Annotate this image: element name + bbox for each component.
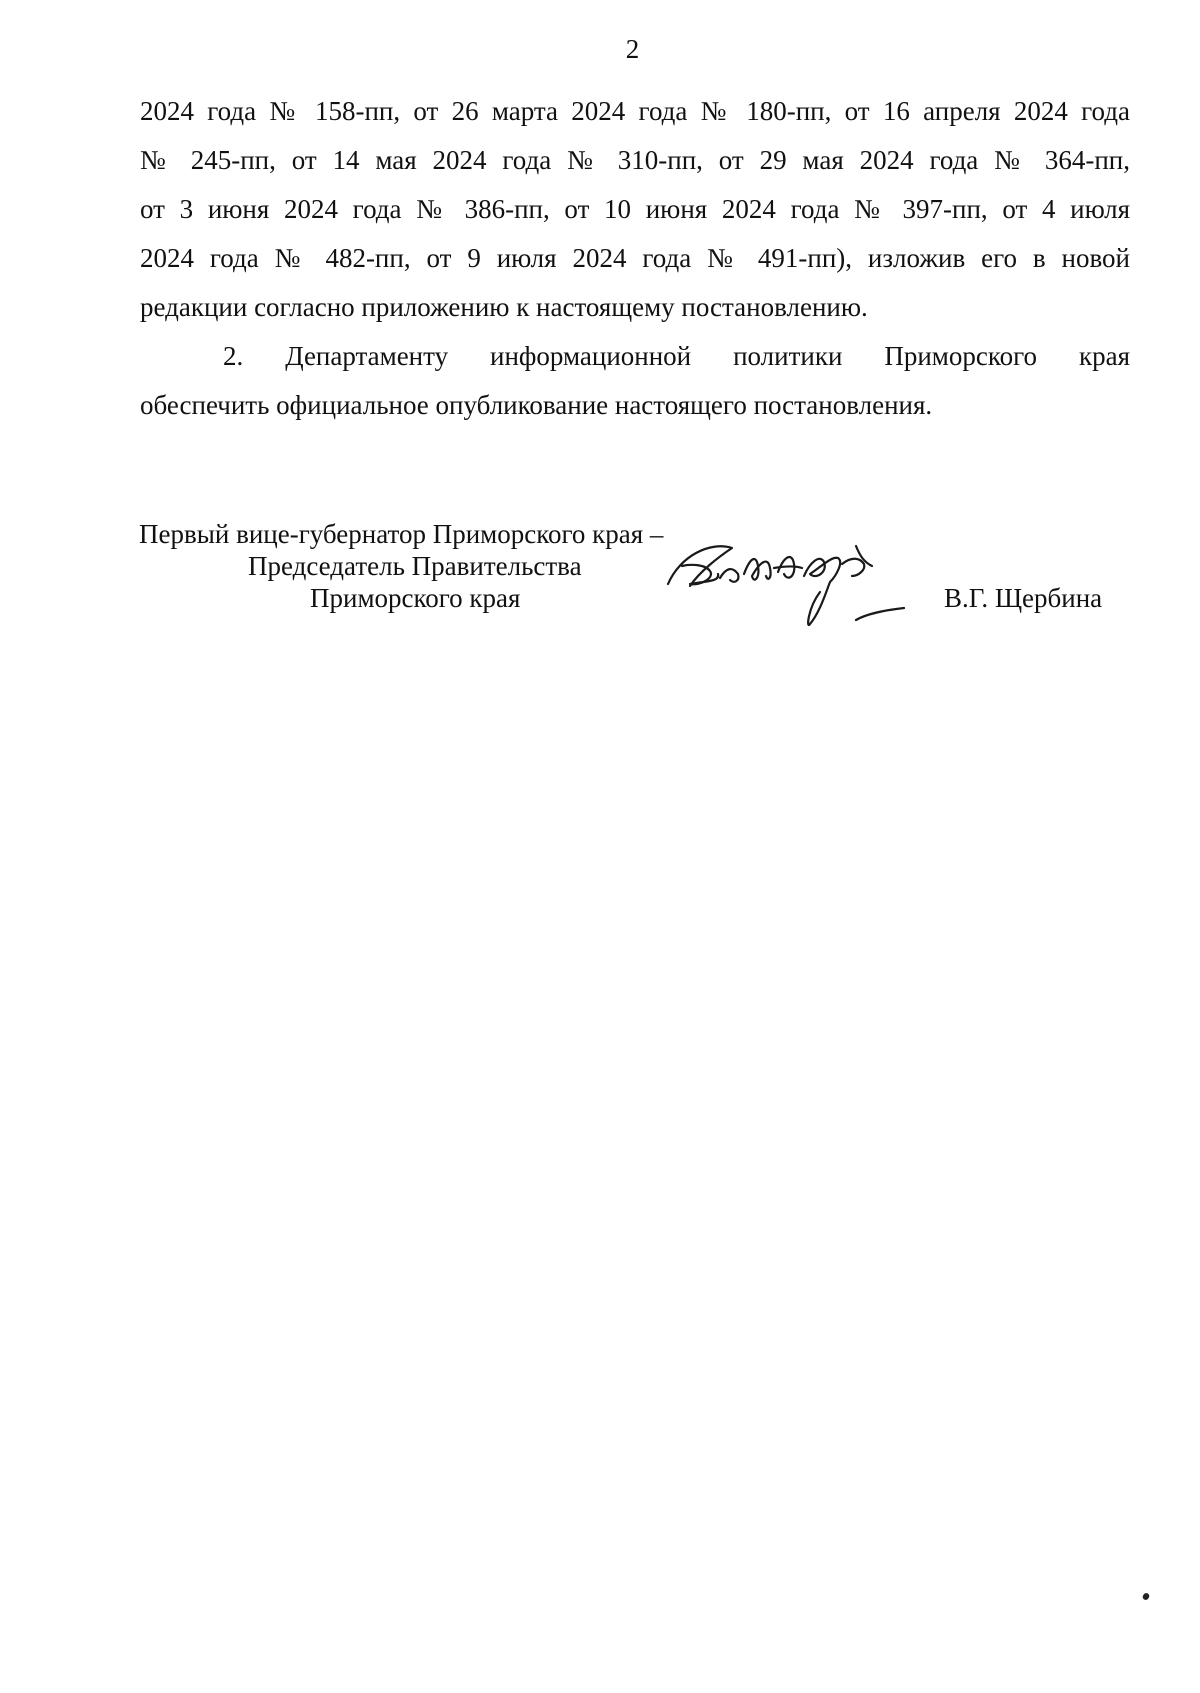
- paragraph-line: № 245-пп, от 14 мая 2024 года № 310-пп, от 29 мая 2024 года № 364-пп,: [140, 145, 1130, 175]
- paragraph-line: от 3 июня 2024 года № 386-пп, от 10 июня 2024 года № 397-пп, от 4 июля: [140, 194, 1130, 224]
- paragraph-amendments: [140, 87, 1130, 332]
- signatory-title-line-3: Приморского края: [310, 583, 521, 613]
- signature-block: [0, 518, 1200, 638]
- paragraph-line: 2024 года № 158-пп, от 26 марта 2024 года № 180-пп, от 16 апреля 2024 года: [140, 96, 1130, 126]
- signatory-name: В.Г. Щербина: [944, 583, 1103, 613]
- paragraph-line: 2. Департаменту информационной политики Приморского края: [223, 341, 1130, 371]
- paragraph-line: 2024 года № 482-пп, от 9 июля 2024 года № 491-пп), изложив его в новой: [140, 243, 1130, 273]
- handwritten-signature-icon: [660, 526, 960, 636]
- signatory-title-line-1: Первый вице-губернатор Приморского края –: [139, 519, 664, 549]
- scan-artifact: [1142, 1592, 1151, 1601]
- paragraph-publication: [140, 332, 1130, 430]
- paragraph-line: обеспечить официальное опубликование настоящего постановления.: [140, 390, 933, 420]
- paragraph-line: редакции согласно приложению к настоящему постановлению.: [140, 292, 868, 322]
- page-number: 2: [625, 34, 640, 64]
- signatory-title-line-2: Председатель Правительства: [248, 551, 582, 581]
